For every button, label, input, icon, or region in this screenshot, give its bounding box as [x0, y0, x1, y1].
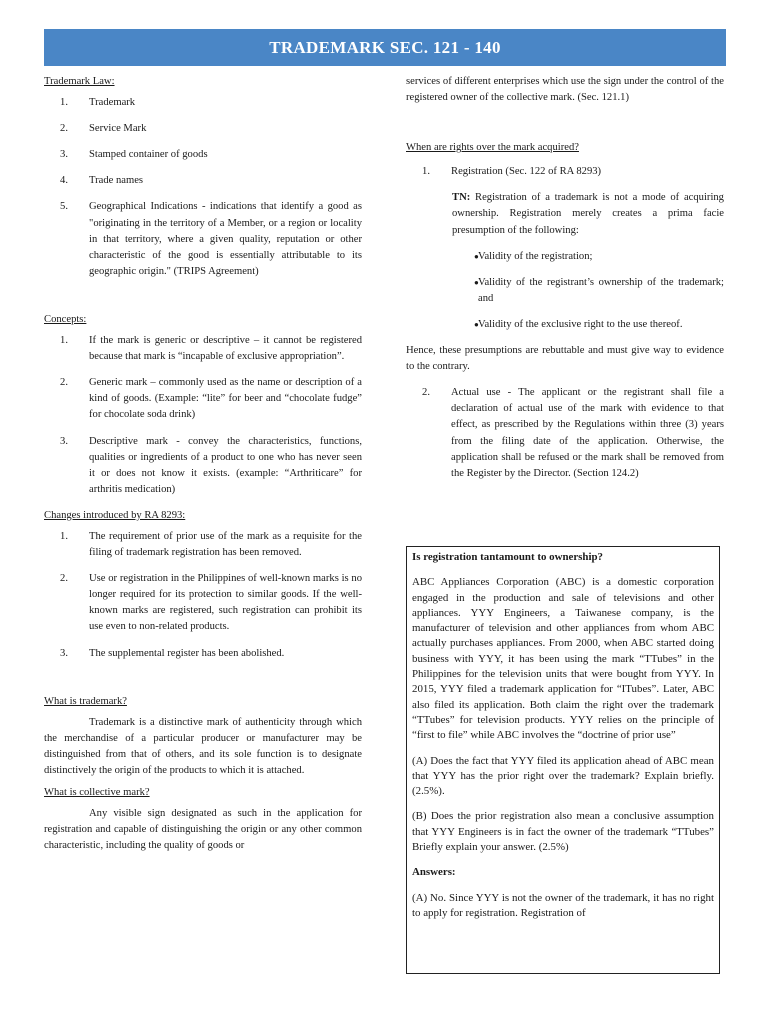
box-answer-a: (A) No. Since YYY is not the owner of the trademark, it has no right to apply for registration. Registration of: [412, 891, 714, 919]
box-question-heading: Is registration tantamount to ownership?: [412, 551, 603, 563]
list-text: The supplemental register has been abolished.: [89, 647, 285, 659]
list-number: 3.: [60, 435, 68, 447]
list-item: [44, 121, 362, 137]
list-item: [44, 571, 362, 635]
list-item: [406, 164, 724, 180]
answers-heading: Answers:: [412, 866, 456, 879]
list-item: [452, 275, 724, 307]
list-number: 2.: [60, 377, 68, 389]
list-number: 3.: [60, 149, 68, 161]
what-is-trademark-heading: What is trademark?: [44, 695, 127, 707]
list-text: Descriptive mark - convey the characteristics, functions, qualities or ingredients of a product to one who has never seen it or does not know it exists. (example: “Arthriticare” for arthritis medication): [89, 435, 362, 495]
list-text: Trade names: [89, 175, 144, 187]
list-text: Geographical Indications - indications that identify a good as "originating in the territory of a Member, or a region or locality in that territory, where a given quality, reputation or other characteristic of the good is essentially attributable to its geographic origin." (TRIPS Agreement): [89, 201, 362, 277]
page-title: TRADEMARK SEC. 121 - 140: [44, 29, 726, 66]
trademark-definition: Trademark is a distinctive mark of authenticity through which the merchandise of a particular producer or manufacturer may be distinguished from that of others, and its sole function is to designate distinctively the origin of the products to which it is attached.: [44, 716, 362, 776]
list-number: 1.: [60, 530, 68, 542]
list-item: [44, 147, 362, 163]
list-number: 1.: [60, 97, 68, 109]
list-text: Service Mark: [89, 123, 147, 135]
list-number: 2.: [60, 123, 68, 135]
list-number: 5.: [60, 201, 68, 213]
list-text: The requirement of prior use of the mark as a requisite for the filing of trademark registration has been removed.: [89, 530, 362, 559]
trademark-law-list: [44, 95, 362, 280]
list-text: Validity of the registrant’s ownership of the trademark; and: [478, 276, 724, 304]
list-item: [44, 173, 362, 189]
list-number: 1.: [422, 166, 430, 178]
concepts-list: [44, 333, 362, 498]
list-text: Generic mark – commonly used as the name or description of a kind of goods. (Example: “lite” for beer and “chocolate fudge” for chocolate soda drink): [89, 377, 362, 421]
list-item: [406, 385, 724, 482]
list-text: Trademark: [89, 97, 136, 109]
list-number: 2.: [422, 387, 430, 399]
rights-acquired-heading: When are rights over the mark acquired?: [406, 142, 579, 154]
changes-heading: Changes introduced by RA 8293:: [44, 509, 186, 521]
list-text: Registration (Sec. 122 of RA 8293): [451, 166, 602, 178]
box-question-b: (B) Does the prior registration also mean a conclusive assumption that YYY Engineers is in fact the owner of the trademark “TTubes” Briefly explain your answer. (2.5%): [412, 810, 714, 854]
case-question-box: [406, 546, 720, 974]
right-column: [406, 74, 724, 492]
box-facts: ABC Appliances Corporation (ABC) is a domestic corporation engaged in the production and sale of televisions and other appliances. YYY Engineers, a Taiwanese company, is the manufacturer of television and other appliances from whom ABC actually purchases appliances. From 2000, when ABC started doing business with YYY, it has been using the mark “TTubes” in the Philippines for the television units that were bought from YYY. In 2015, YYY filed a trademark application for “ITubes”. Later, ABC also filed its application. Both claim the right over the trademark “TTubes” for television products. YYY relies on the principle of “first to file” while ABC involves the “doctrine of prior use”: [412, 576, 714, 742]
list-item: [44, 199, 362, 279]
list-item: [44, 375, 362, 423]
bullet-icon: ●: [474, 319, 479, 329]
tn-label: TN:: [452, 192, 471, 204]
concepts-heading: Concepts:: [44, 313, 87, 325]
list-number: 1.: [60, 335, 68, 347]
list-number: 4.: [60, 175, 68, 187]
list-text: Validity of the exclusive right to the use thereof.: [478, 318, 683, 330]
list-item: [44, 434, 362, 498]
left-column: [44, 74, 362, 854]
collective-mark-heading: What is collective mark?: [44, 787, 150, 799]
box-question-a: (A) Does the fact that YYY filed its application ahead of ABC mean that YYY has the prior right over the trademark? Explain briefly. (2.5%).: [412, 754, 714, 798]
list-text: Actual use - The applicant or the registrant shall file a declaration of actual use of the mark with evidence to that effect, as prescribed by the Regulations within three (3) years from the filing date of the application. Otherwise, the application shall be refused or the mark shall be removed from the Register by the Director. (Section 124.2): [451, 387, 724, 479]
tn-note: [452, 190, 724, 238]
list-number: 3.: [60, 647, 68, 659]
list-item: [452, 317, 724, 333]
hence-paragraph: Hence, these presumptions are rebuttable and must give way to evidence to the contrary.: [406, 345, 724, 373]
tn-text: Registration of a trademark is not a mode of acquiring ownership. Registration merely creates a prima facie presumption of the following:: [452, 192, 724, 236]
list-text: If the mark is generic or descriptive – it cannot be registered because that mark is “incapable of exclusive appropriation”.: [89, 335, 362, 363]
changes-list: [44, 529, 362, 662]
trademark-law-heading: Trademark Law:: [44, 76, 115, 87]
list-text: Validity of the registration;: [478, 250, 593, 262]
list-item: [452, 249, 724, 265]
list-item: [44, 646, 362, 662]
list-text: Stamped container of goods: [89, 149, 208, 161]
bullet-icon: ●: [474, 251, 479, 261]
bullet-icon: ●: [474, 277, 479, 287]
list-item: [44, 529, 362, 561]
list-number: 2.: [60, 573, 68, 585]
list-item: [44, 95, 362, 111]
collective-mark-continued: services of different enterprises which use the sign under the control of the registered owner of the collective mark. (Sec. 121.1): [406, 76, 724, 104]
presumptions-list: [406, 249, 724, 333]
list-item: [44, 333, 362, 365]
collective-mark-definition: Any visible sign designated as such in the application for registration and capable of distinguishing the origin or any other common characteristic, including the quality of goods or: [44, 808, 362, 852]
list-text: Use or registration in the Philippines of well-known marks is no longer required for its protection to similar goods. If the well-known marks are registered, such registration can prohibit its use even to non-related products.: [89, 573, 362, 633]
